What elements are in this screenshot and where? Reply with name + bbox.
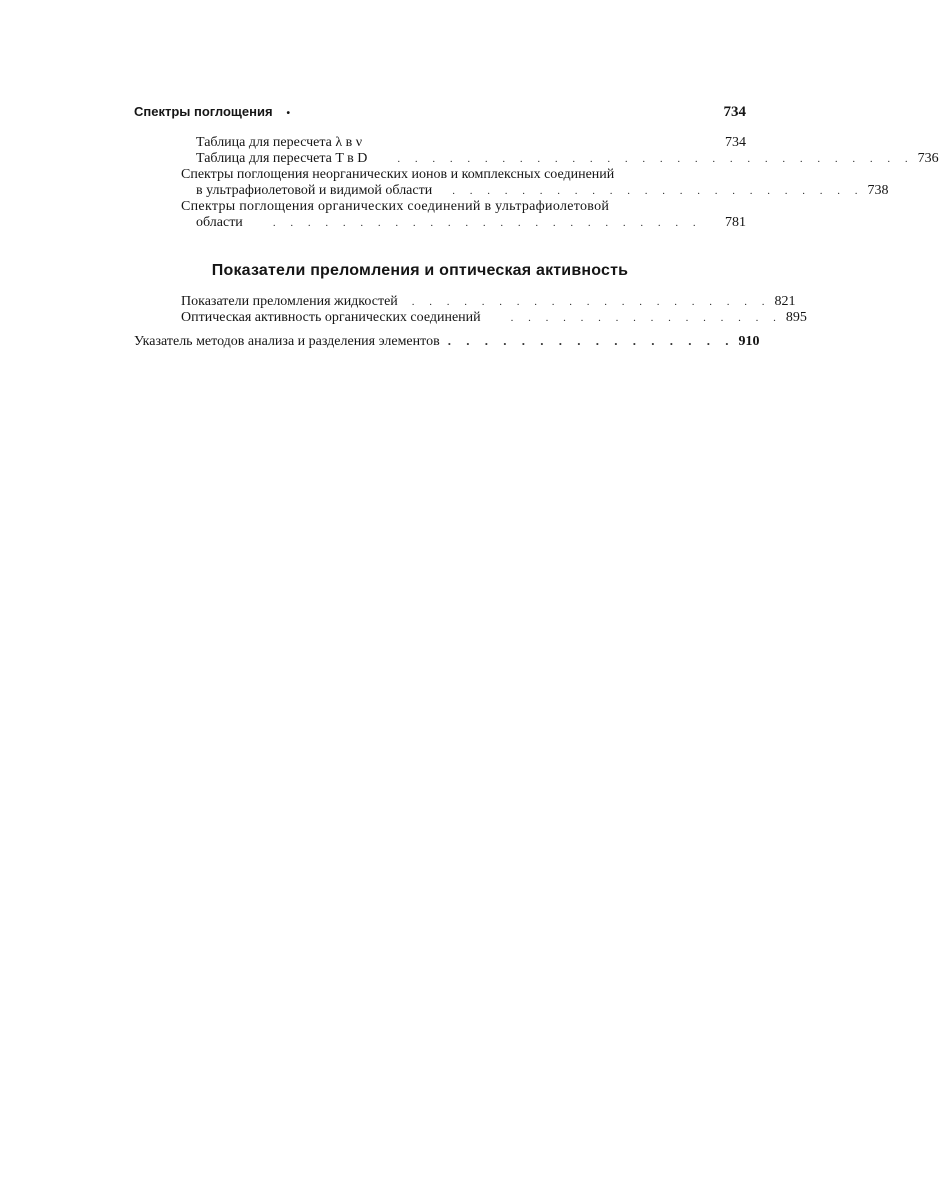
toc-leader-dots: . . . . . . . . . . . . . . . . . . . . . . . .	[452, 185, 864, 197]
toc-leader-dots: . . . . . . . . . . . . . . . . . . . . . . . . . . . . . .	[397, 153, 914, 165]
toc-entry-lambda	[196, 135, 746, 151]
toc-entry-inorganic	[196, 183, 889, 199]
toc-leader-dots: . . . . . . . . . . . . . . . . . . . . . . . . .	[272, 217, 702, 229]
toc-leader-dots: . . . . . . . . . . . . . . . .	[447, 333, 735, 348]
toc-entry-text: области	[196, 215, 243, 230]
toc-entry-td	[196, 151, 939, 167]
toc-entry-text: Таблица для пересчета T в D	[196, 151, 368, 166]
toc-entry-inorganic-line1: Спектры поглощения неорганических ионов и комплексных соединений	[181, 167, 615, 182]
toc-heading-page: 734	[723, 104, 746, 120]
toc-entry-liquids	[181, 294, 796, 310]
toc-entry-text: Таблица для пересчета λ в ν	[196, 135, 363, 150]
toc-leader-dots: . . . . . . . . . . . . . . . . . . . . .	[411, 296, 771, 308]
toc-entry-text: Указатель методов анализа и разделения элементов	[134, 334, 440, 349]
toc-entry-organic	[196, 215, 746, 231]
toc-entry-text: Показатели преломления жидкостей	[181, 294, 398, 309]
toc-heading-mark: •	[286, 108, 291, 119]
toc-entry-index	[134, 333, 760, 350]
toc-entry-organic-line1: Спектры поглощения органических соединений в ультрафиолетовой	[181, 199, 610, 214]
toc-entry-page: 781	[725, 215, 746, 230]
toc-heading-spectra	[134, 104, 746, 121]
toc-entry-text: в ультрафиолетовой и видимой области	[196, 183, 433, 198]
toc-entry-page: 738	[867, 183, 889, 198]
section-title-refraction: Показатели преломления и оптическая активность	[211, 262, 629, 279]
toc-entry-text: Оптическая активность органических соединений	[181, 310, 481, 325]
toc-entry-page: 734	[725, 135, 746, 150]
toc-leader-dots: . . . . . . . . . . . . . . . .	[510, 312, 782, 324]
toc-entry-optical	[181, 310, 807, 326]
toc-entry-page: 821	[774, 294, 796, 309]
toc-entry-page: 910	[738, 334, 760, 349]
toc-entry-page: 736	[917, 151, 939, 166]
toc-heading-title: Спектры поглощения	[134, 104, 273, 119]
toc-entry-page: 895	[785, 310, 807, 325]
